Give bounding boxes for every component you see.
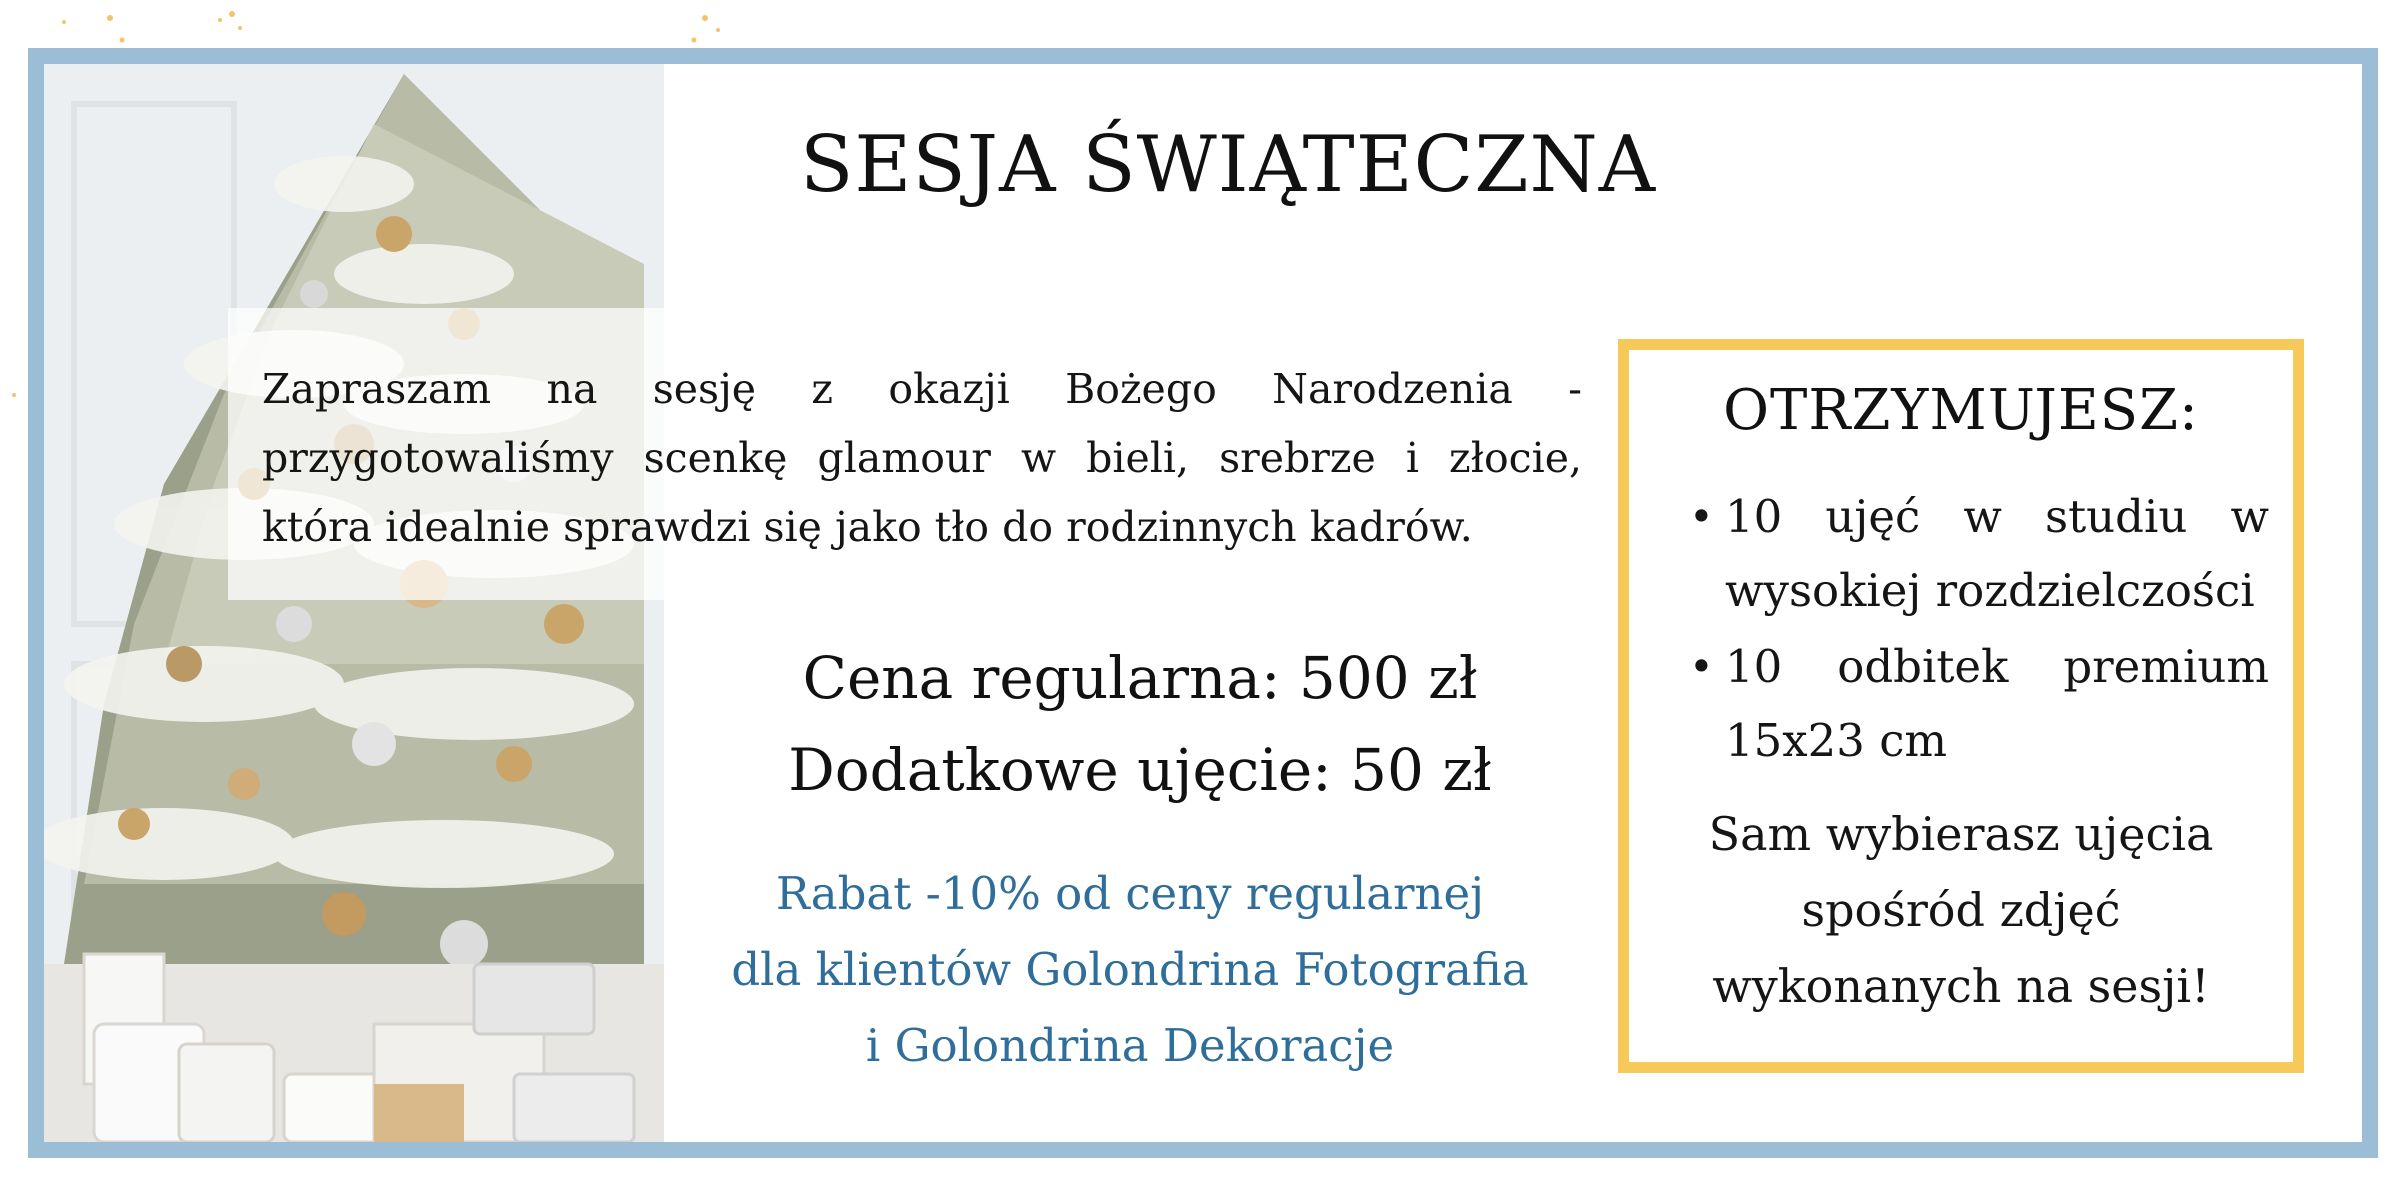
benefit-item	[1689, 630, 2269, 778]
benefits-note	[1629, 796, 2293, 1024]
benefits-list	[1689, 480, 2269, 780]
extra-shot-price: Dodatkowe ujęcie: 50 zł	[788, 736, 1492, 804]
benefits-note-line-2: spośród zdjęć	[1801, 883, 2121, 937]
regular-price: Cena regularna: 500 zł	[802, 644, 1478, 712]
benefits-title: OTRZYMUJESZ:	[1723, 378, 2199, 443]
tree-illustration	[44, 64, 664, 1142]
discount-line-1: Rabat -10% od ceny regularnej	[775, 867, 1485, 920]
bullet-icon: •	[1689, 642, 1714, 691]
benefit-text: 10 odbitek premium 15x23 cm	[1725, 640, 2269, 767]
bullet-icon: •	[1689, 492, 1714, 541]
benefit-item	[1689, 480, 2269, 628]
discount-line-3: i Golondrina Dekoracje	[865, 1019, 1395, 1072]
benefits-box	[1618, 339, 2304, 1073]
discount-block	[650, 856, 1610, 1084]
benefit-text: 10 ujęć w studiu w wysokiej rozdzielczości	[1725, 490, 2269, 617]
benefits-note-line-1: Sam wybierasz ujęcia	[1708, 807, 2214, 861]
christmas-tree-photo	[44, 64, 664, 1142]
page-title: SESJA ŚWIĄTECZNA	[800, 120, 1657, 210]
benefits-note-line-3: wykonanych na sesji!	[1712, 959, 2210, 1013]
discount-line-2: dla klientów Golondrina Fotografia	[731, 943, 1529, 996]
intro-paragraph: Zapraszam na sesję z okazji Bożego Narodzenia - przygotowaliśmy scenkę glamour w bieli, srebrze i złocie, która idealnie sprawdzi się jako tło do rodzinnych kadrów.	[262, 365, 1582, 551]
pricing-block	[700, 632, 1580, 816]
